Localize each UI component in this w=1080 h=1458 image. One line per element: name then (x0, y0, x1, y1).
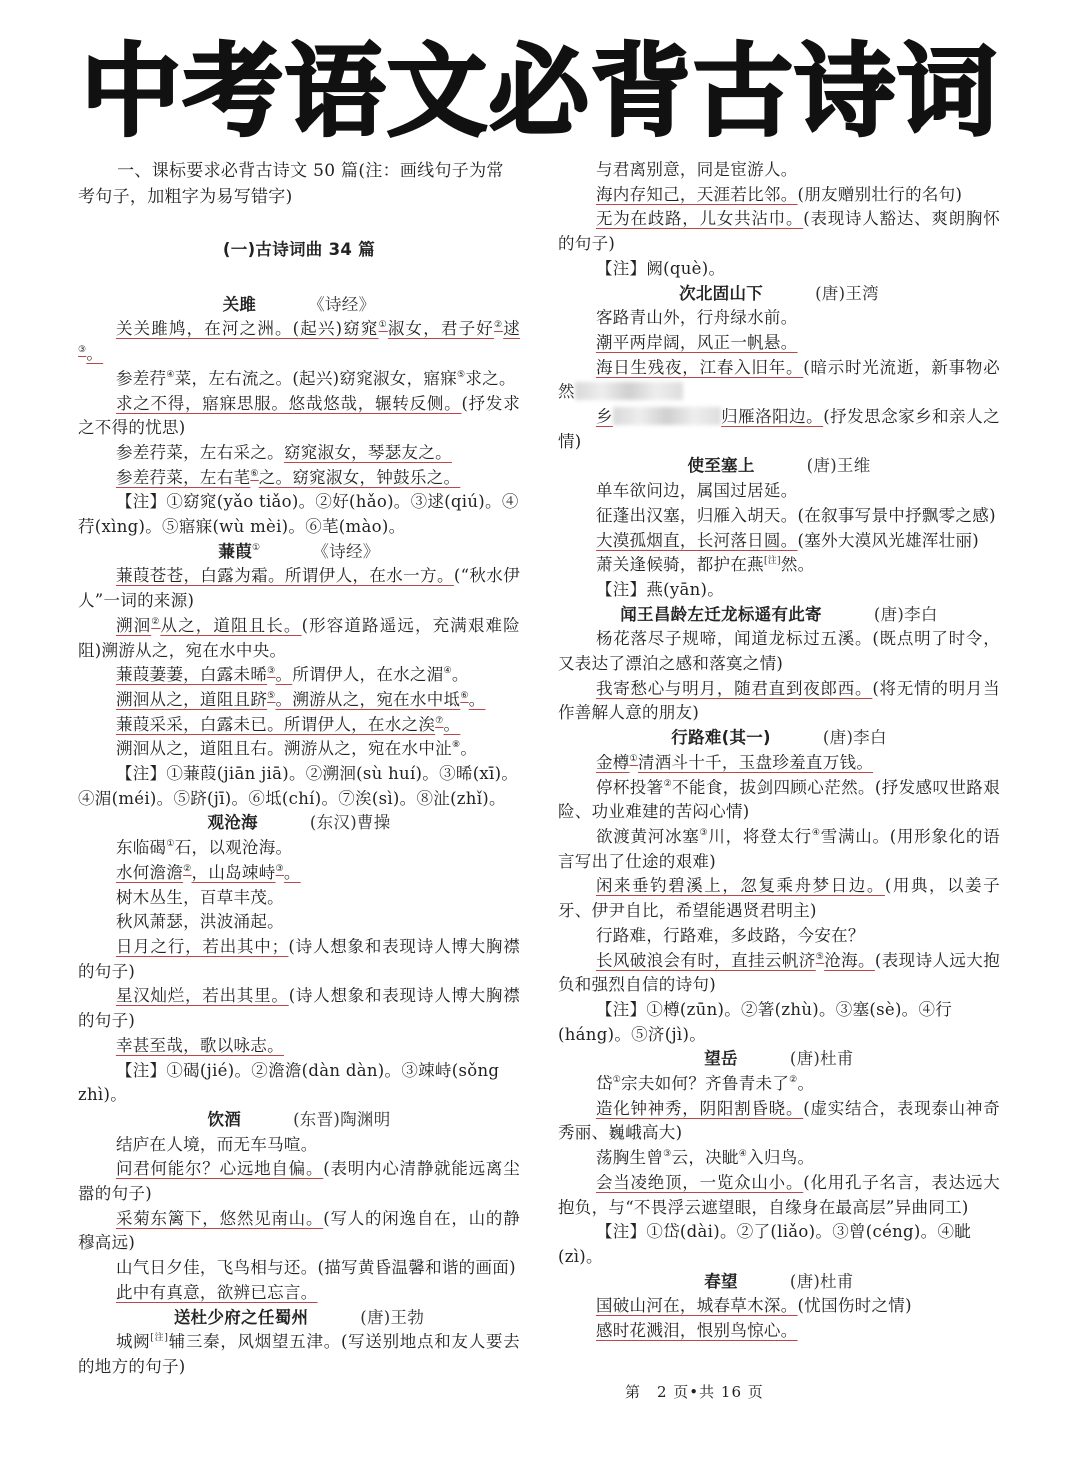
footnote-marker: ⑥ (250, 468, 259, 479)
poem-line (78, 663, 520, 688)
poem-line (558, 504, 1000, 529)
annotation-note (558, 578, 1000, 603)
poem-line (78, 392, 520, 441)
poem-title: 行路难(其一) (671, 728, 771, 748)
poem-title: 使至塞上 (687, 456, 755, 476)
poem-line (78, 614, 520, 663)
poem-heading (558, 1047, 1000, 1072)
blurred-text (613, 407, 721, 425)
text-segment: 。 (460, 739, 478, 759)
footnote-marker: [注] (763, 556, 781, 567)
footnote-marker: ④ (166, 369, 175, 380)
footnote-marker: ④ (811, 827, 821, 838)
text-segment: 停杯投箸 (595, 777, 664, 797)
text-segment: 【注】①岱(dài)。②了(liǎo)。③曾(céng)。④眦(zì)。 (558, 1222, 972, 1266)
text-segment: (虚实结合，表现泰山神奇秀丽、巍峨高大) (558, 1098, 1000, 1143)
left-column (78, 158, 520, 1380)
underlined-key-sentence: 星汉灿烂，若出其里。 (115, 986, 289, 1006)
poem-author: 《诗经》 (312, 541, 380, 561)
poem-title: 春望 (704, 1271, 738, 1291)
poem-line (558, 776, 1000, 825)
text-segment: 客路青山外，行舟绿水前。 (595, 308, 798, 328)
poem-line (78, 1157, 520, 1206)
text-segment: (塞外大漠风光雄浑壮丽) (797, 530, 980, 550)
text-segment: 岱 (595, 1074, 613, 1094)
underlined-key-sentence: 水何澹澹 (115, 862, 184, 882)
poem-line (78, 886, 520, 911)
poem-line (78, 1207, 520, 1256)
poem-line (78, 861, 520, 886)
poem-heading (78, 1108, 520, 1133)
underlined-key-sentence: 。 (468, 689, 486, 709)
poem-line (78, 1281, 520, 1306)
footnote-marker: ② (151, 616, 161, 627)
poem-line (78, 1034, 520, 1059)
poem-line (558, 207, 1000, 256)
poem-author: (唐)王湾 (815, 283, 879, 303)
underlined-key-sentence: 会当凌绝顶，一览众山小。 (595, 1172, 804, 1192)
underlined-key-sentence: 。 (275, 665, 293, 685)
poem-author: (唐)王维 (806, 456, 871, 476)
blurred-text (575, 382, 683, 400)
text-segment: (写人的闲逸自在，山的静穆高远) (78, 1208, 520, 1253)
text-segment: 城阙 (115, 1332, 151, 1352)
footnote-marker: ① (166, 839, 175, 850)
poem-line (78, 441, 520, 466)
poem-author: (唐)李白 (822, 728, 887, 748)
text-segment: 【注】①蒹葭(jiān jiā)。②溯洄(sù huí)。③晞(xī)。④湄(méi)。⑤跻(jī)。⑥坻(chí)。⑦涘(sì)。⑧沚(zhǐ)。 (78, 764, 519, 808)
underlined-key-sentence: 采菊东篱下，悠然见南山。 (115, 1208, 324, 1228)
poem-author: 《诗经》 (308, 294, 376, 314)
poem-line (558, 553, 1000, 578)
text-segment: (用典，以姜子牙、伊尹自比，希望能遇贤君明主) (558, 876, 1000, 921)
footnote-marker: ② (663, 778, 673, 789)
poem-line (558, 356, 1000, 405)
poem-line (78, 367, 520, 392)
text-segment: 入归鸟。 (747, 1148, 815, 1168)
poem-heading (78, 293, 520, 318)
footnote-marker: ④ (738, 1149, 748, 1160)
annotation-note (558, 1220, 1000, 1269)
annotation-note (78, 1059, 520, 1108)
poem-line (558, 825, 1000, 874)
text-segment: 云，决眦 (671, 1148, 739, 1168)
underlined-key-sentence: 造化钟神秀，阴阳割昏晓。 (595, 1098, 804, 1118)
text-segment: 树木丛生，百草丰茂。 (115, 887, 284, 907)
text-segment: (表明内心清静就能远离尘嚣的句子) (78, 1159, 520, 1204)
underlined-key-sentence: 幸甚至哉，歌以咏志。 (115, 1035, 284, 1055)
poem-line (78, 1133, 520, 1158)
poem-line (558, 405, 1000, 454)
poem-heading (558, 1270, 1000, 1295)
underlined-key-sentence: 此中有真意，欲辨已忘言。 (115, 1282, 318, 1302)
poem-line (558, 1146, 1000, 1171)
poem-line (78, 1256, 520, 1281)
poem-line (558, 1072, 1000, 1097)
text-segment: 一、课标要求必背古诗文 50 篇(注：画线句子为常考句子，加粗字为易写错字) (78, 161, 504, 207)
footnote-marker: [注] (150, 1333, 169, 1344)
annotation-note (78, 762, 520, 811)
poem-heading (78, 1306, 520, 1331)
intro-text (78, 158, 520, 210)
text-segment: 【注】①碣(jié)。②澹澹(dàn dàn)。③竦峙(sǒng zhì)。 (78, 1060, 500, 1105)
text-segment: 【注】阙(què)。 (595, 258, 726, 278)
text-segment: 参差荇菜，左右采之。 (115, 442, 284, 462)
underlined-key-sentence: 长风破浪会有时，直挂云帆济 (595, 950, 816, 970)
poem-title: 望岳 (704, 1049, 738, 1069)
text-segment: 山气日夕佳，飞鸟相与还。(描写黄昏温馨和谐的画面) (115, 1258, 516, 1278)
underlined-key-sentence: 之。窈窕淑女，钟鼓乐之。 (258, 467, 461, 487)
text-segment: (暗示时光流逝，新事物必然 (558, 357, 1000, 402)
poem-author: (东汉)曹操 (309, 813, 391, 833)
annotation-note (558, 257, 1000, 282)
text-segment: 参差荇 (115, 368, 167, 388)
text-segment: 东临碣 (115, 838, 167, 858)
underlined-key-sentence: 金樽 (595, 752, 630, 772)
text-segment: 宗夫如何？齐鲁青未了 (621, 1074, 790, 1094)
underlined-key-sentence: 从之，道阻且长。 (160, 615, 302, 635)
text-segment: (诗人想象和表现诗人博大胸襟的句子) (78, 936, 520, 981)
text-segment: (抒发求之不得的忧思) (78, 393, 520, 438)
underlined-key-sentence: 溯洄 (115, 615, 152, 635)
underlined-key-sentence: 窈窕淑女，琴瑟友之。 (283, 442, 452, 462)
text-segment: (表现诗人豁达、爽朗胸怀的句子) (558, 209, 1000, 254)
document-title: 中考语文必背古诗词 (81, 33, 999, 150)
underlined-key-sentence: 参差荇菜，左右芼 (115, 467, 251, 487)
footnote-marker: ② (789, 1075, 798, 1086)
text-segment: 求之。 (465, 368, 516, 388)
poem-line (558, 183, 1000, 208)
right-column (558, 158, 1000, 1344)
footnote-marker: ⑤ (267, 690, 276, 701)
text-segment: 雪满山。(用形象化的语言写出了仕途的艰难) (558, 826, 1000, 871)
underlined-key-sentence: 大漠孤烟直，长河落日圆。 (595, 530, 798, 550)
footnote-marker: ⑦ (435, 715, 444, 726)
text-segment: (“秋水伊人”一词的来源) (78, 566, 521, 611)
footnote-marker: ③ (267, 666, 276, 677)
poem-heading (558, 726, 1000, 751)
poem-line (558, 1097, 1000, 1146)
poem-title: 观沧海 (207, 813, 258, 833)
text-segment: 所谓伊人，在水之湄 (292, 665, 444, 685)
underlined-key-sentence: 。 (443, 714, 461, 734)
text-segment: 【注】燕(yān)。 (595, 579, 725, 599)
footnote-marker: ② (493, 320, 504, 331)
text-segment: 辅三秦，风烟望五津。(写送别地点和友人要去的地方的句子) (78, 1332, 520, 1376)
text-segment: 菜，左右流之。(起兴)窈窕淑女，寤寐 (174, 368, 457, 388)
underlined-key-sentence: 沧海。 (824, 950, 875, 970)
poem-line (78, 935, 520, 984)
text-segment: (朋友赠别壮行的名句) (797, 184, 963, 204)
underlined-key-sentence: 。 (283, 862, 301, 882)
poem-line (558, 529, 1000, 554)
text-segment: 然。 (780, 555, 815, 575)
text-segment: 萧关逢候骑，都护在燕 (595, 555, 764, 575)
poem-line (558, 874, 1000, 923)
text-segment: (表现诗人远大抱负和强烈自信的诗句) (558, 950, 1000, 995)
poem-title: 关雎 (222, 294, 257, 314)
underlined-key-sentence: 乡 (595, 407, 613, 427)
text-segment: (忧国伤时之情) (797, 1296, 912, 1316)
poem-title: 次北固山下 (679, 283, 764, 303)
underlined-key-sentence: 归雁洛阳边。 (720, 407, 824, 427)
poem-author: (唐)杜甫 (789, 1271, 854, 1291)
text-segment: (诗人想象和表现诗人博大胸襟的句子) (78, 986, 520, 1031)
text-segment: 【注】①樽(zūn)。②箸(zhù)。③塞(sè)。④行(háng)。⑤济(jì)。 (558, 999, 953, 1044)
poem-heading (558, 454, 1000, 479)
footnote-marker: ① (612, 1075, 622, 1086)
footnote-marker: ① (252, 542, 261, 553)
underlined-key-sentence: 海日生残夜，江春入旧年。 (595, 357, 804, 377)
underlined-key-sentence: 。 (86, 344, 104, 364)
poem-author: (唐)王勃 (360, 1307, 425, 1327)
poem-heading (558, 603, 1000, 628)
underlined-key-sentence: 蒹葭萋萋，白露未晞 (115, 665, 268, 685)
poem-line (78, 737, 520, 762)
underlined-key-sentence: 溯洄从之，道阻且跻 (115, 689, 268, 709)
text-segment: 秋风萧瑟，洪波涌起。 (115, 912, 284, 932)
annotation-note (558, 998, 1000, 1047)
text-segment: 川，将登太行 (708, 826, 812, 846)
text-segment: (化用孔子名言，表达远大抱负，与“不畏浮云遮望眼，自缘身在最高层”异曲同工) (558, 1172, 1000, 1217)
poem-line (78, 466, 520, 491)
text-segment: (抒发思念家乡和亲人之情) (558, 407, 1000, 451)
footnote-marker: ③ (663, 1149, 672, 1160)
footnote-marker: ③ (275, 863, 284, 874)
annotation-note (78, 490, 520, 539)
text-segment: 【注】①窈窕(yǎo tiǎo)。②好(hǎo)。③逑(qiú)。④荇(xìng)。⑤寤寐(wù mèi)。⑥芼(mào)。 (78, 492, 519, 537)
text-segment: 。 (451, 665, 469, 685)
poem-heading (558, 282, 1000, 307)
text-segment: 与君离别意，同是宦游人。 (595, 160, 798, 179)
text-segment: 行路难，行路难，多歧路，今安在？ (595, 925, 865, 945)
poem-title: 蒹葭 (218, 541, 253, 561)
underlined-key-sentence: 清酒斗十千，玉盘珍羞直万钱。 (637, 752, 874, 772)
text-segment: (将无情的明月当作善解人意的朋友) (558, 678, 1000, 723)
underlined-key-sentence: 无为在歧路，儿女共沾巾。 (595, 209, 804, 229)
text-segment: 荡胸生曾 (595, 1148, 664, 1168)
footnote-marker: ⑥ (460, 690, 469, 701)
underlined-key-sentence: ，山岛竦峙 (191, 862, 276, 882)
text-segment: 征蓬出汉塞，归雁入胡天。(在叙事写景中抒飘零之感) (595, 505, 996, 525)
underlined-key-sentence: 日月之行，若出其中； (115, 936, 289, 956)
poem-line (78, 910, 520, 935)
underlined-key-sentence: 淑女，君子好 (387, 319, 494, 339)
poem-line (558, 158, 1000, 183)
poem-heading (78, 540, 520, 565)
poem-line (558, 331, 1000, 356)
text-segment: 欲渡黄河冰塞 (595, 826, 700, 846)
poem-line (78, 836, 520, 861)
footnote-marker: ④ (443, 666, 452, 677)
underlined-key-sentence: 求之不得，寤寐思服。悠哉悠哉，辗转反侧。 (115, 393, 462, 413)
poem-line (78, 713, 520, 738)
footnote-marker: ② (183, 863, 192, 874)
poem-line (558, 924, 1000, 949)
poem-line (558, 627, 1000, 676)
footnote-marker: ③ (699, 827, 709, 838)
footnote-marker: ⑤ (457, 369, 466, 380)
underlined-key-sentence: 海内存知己，天涯若比邻。 (595, 184, 798, 204)
text-segment: 石，以观沧海。 (174, 838, 293, 858)
underlined-key-sentence: 国破山河在，城春草木深。 (595, 1296, 798, 1316)
underlined-key-sentence: 感时花溅泪，恨别鸟惊心。 (595, 1321, 798, 1341)
text-segment: 结庐在人境，而无车马喧。 (115, 1134, 318, 1154)
poem-line (78, 984, 520, 1033)
footnote-marker: ③ (78, 345, 87, 356)
poem-heading (78, 811, 520, 836)
underlined-key-sentence: 。溯游从之，宛在水中坻 (275, 689, 461, 709)
poem-author: (唐)杜甫 (789, 1049, 854, 1069)
footnote-marker: ① (629, 753, 638, 764)
poem-line (558, 1294, 1000, 1319)
poem-line (78, 317, 520, 366)
poem-line (558, 751, 1000, 776)
underlined-key-sentence: 我寄愁心与明月，随君直到夜郎西。 (595, 678, 873, 698)
section-heading: (一)古诗词曲 34 篇 (222, 240, 376, 259)
underlined-key-sentence: 逑 (503, 319, 520, 339)
text-segment: 溯洄从之，道阻且右。溯游从之，宛在水中沚 (115, 739, 452, 759)
page-number: 第 2 页•共 16 页 (625, 1383, 764, 1401)
underlined-key-sentence: 潮平两岸阔，风正一帆悬。 (595, 332, 798, 352)
poem-line (558, 1171, 1000, 1220)
footnote-marker: ① (378, 320, 388, 331)
footnote-marker: ⑤ (815, 951, 825, 962)
text-segment: (形容道路遥远，充满艰难险阻)溯游从之，宛在水中央。 (78, 615, 520, 660)
poem-title: 饮酒 (207, 1109, 242, 1129)
poem-line (78, 688, 520, 713)
text-segment: 。 (797, 1074, 815, 1094)
poem-line (558, 306, 1000, 331)
poem-line (558, 949, 1000, 998)
text-segment: 杨花落尽子规啼，闻道龙标过五溪。(既点明了时令，又表达了漂泊之感和落寞之情) (558, 629, 1000, 674)
text-segment: 不能食，拔剑四顾心茫然。(抒发感叹世路艰险、功业难建的苦闷心情) (558, 777, 1001, 822)
footnote-marker: ⑧ (451, 740, 461, 751)
poem-author: (唐)李白 (873, 604, 938, 624)
poem-line (78, 1330, 520, 1379)
poem-author: (东晋)陶渊明 (293, 1109, 391, 1129)
poem-line (78, 564, 520, 613)
underlined-key-sentence: 闲来垂钓碧溪上，忽复乘舟梦日边。 (595, 876, 885, 896)
text-segment: 单车欲问边，属国过居延。 (595, 481, 798, 501)
poem-line (558, 479, 1000, 504)
poem-title: 送杜少府之任蜀州 (173, 1307, 309, 1327)
underlined-key-sentence: 问君何能尔？心远地自偏。 (115, 1159, 324, 1179)
underlined-key-sentence: 关关雎鸠，在河之洲。(起兴)窈窕 (115, 319, 379, 339)
underlined-key-sentence: 蒹葭采采，白露未已。所谓伊人，在水之涘 (115, 714, 436, 734)
underlined-key-sentence: 蒹葭苍苍，白露为霜。所谓伊人，在水一方。 (115, 566, 454, 586)
poem-title: 闻王昌龄左迁龙标遥有此寄 (620, 604, 822, 624)
poem-line (558, 1319, 1000, 1344)
poem-line (558, 677, 1000, 726)
